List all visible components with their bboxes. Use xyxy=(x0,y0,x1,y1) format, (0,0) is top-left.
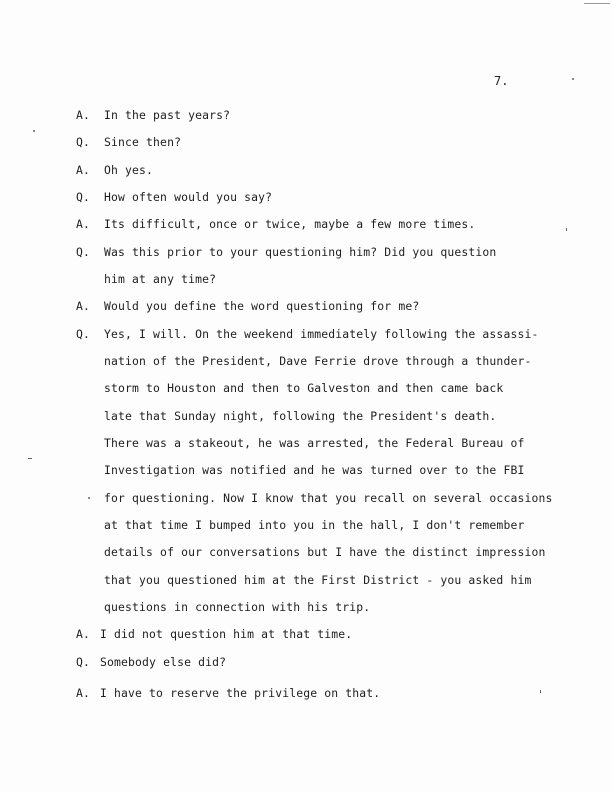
scan-speck xyxy=(88,497,90,499)
line-text: Since then? xyxy=(104,135,182,149)
transcript-line xyxy=(0,627,612,645)
speaker-label: A. xyxy=(76,627,91,641)
speaker-label: A. xyxy=(76,163,91,177)
line-text: him at any time? xyxy=(104,272,217,286)
transcript-line xyxy=(0,108,612,126)
speaker-label: Q. xyxy=(76,245,91,259)
transcript-line xyxy=(0,135,612,153)
transcript-line xyxy=(0,686,612,704)
scan-speck xyxy=(28,458,32,459)
line-text: I did not question him at that time. xyxy=(100,627,353,641)
transcript-line xyxy=(0,463,612,481)
line-text: In the past years? xyxy=(104,108,231,122)
scan-speck xyxy=(566,228,567,231)
line-text: for questioning. Now I know that you recall on several occasions xyxy=(104,491,553,505)
transcript-line xyxy=(0,545,612,563)
page-number: 7. xyxy=(494,74,509,88)
line-text: nation of the President, Dave Ferrie drove through a thunder- xyxy=(104,354,532,368)
line-text: Was this prior to your questioning him? Did you question xyxy=(104,245,497,259)
line-text: Investigation was notified and he was turned over to the FBI xyxy=(104,463,525,477)
scan-speck xyxy=(540,690,541,693)
line-text: There was a stakeout, he was arrested, the Federal Bureau of xyxy=(104,436,525,450)
speaker-label: A. xyxy=(76,299,91,313)
transcript-line xyxy=(0,190,612,208)
transcript-line xyxy=(0,327,612,345)
transcript-line xyxy=(0,409,612,427)
line-text: late that Sunday night, following the President's death. xyxy=(104,409,497,423)
transcript-line xyxy=(0,381,612,399)
line-text: at that time I bumped into you in the hall, I don't remember xyxy=(104,518,525,532)
line-text: Its difficult, once or twice, maybe a few more times. xyxy=(104,217,476,231)
line-text: I have to reserve the privilege on that. xyxy=(100,686,381,700)
line-text: Yes, I will. On the weekend immediately following the assassi- xyxy=(104,327,539,341)
transcript-line xyxy=(0,163,612,181)
speaker-label: Q. xyxy=(76,135,91,149)
line-text: details of our conversations but I have the distinct impression xyxy=(104,545,546,559)
speaker-label: Q. xyxy=(76,190,91,204)
transcript-line xyxy=(0,600,612,618)
scan-speck xyxy=(572,78,574,80)
transcript-line xyxy=(0,299,612,317)
speaker-label: A. xyxy=(76,108,91,122)
speaker-label: Q. xyxy=(76,655,91,669)
transcript-line xyxy=(0,245,612,263)
line-text: questions in connection with his trip. xyxy=(104,600,371,614)
transcript-line xyxy=(0,655,612,673)
line-text: How often would you say? xyxy=(104,190,273,204)
transcript-line xyxy=(0,518,612,536)
transcript-line xyxy=(0,272,612,290)
transcript-line xyxy=(0,491,612,509)
transcript-line xyxy=(0,354,612,372)
line-text: Would you define the word questioning for me? xyxy=(104,299,420,313)
scan-speck xyxy=(33,130,35,132)
transcript-line xyxy=(0,573,612,591)
line-text: that you questioned him at the First District - you asked him xyxy=(104,573,532,587)
speaker-label: Q. xyxy=(76,327,91,341)
line-text: Oh yes. xyxy=(104,163,154,177)
transcript-line xyxy=(0,217,612,235)
line-text: storm to Houston and then to Galveston and then came back xyxy=(104,381,504,395)
speaker-label: A. xyxy=(76,217,91,231)
speaker-label: A. xyxy=(76,686,91,700)
scan-speck xyxy=(584,3,610,4)
transcript-line xyxy=(0,436,612,454)
line-text: Somebody else did? xyxy=(100,655,227,669)
